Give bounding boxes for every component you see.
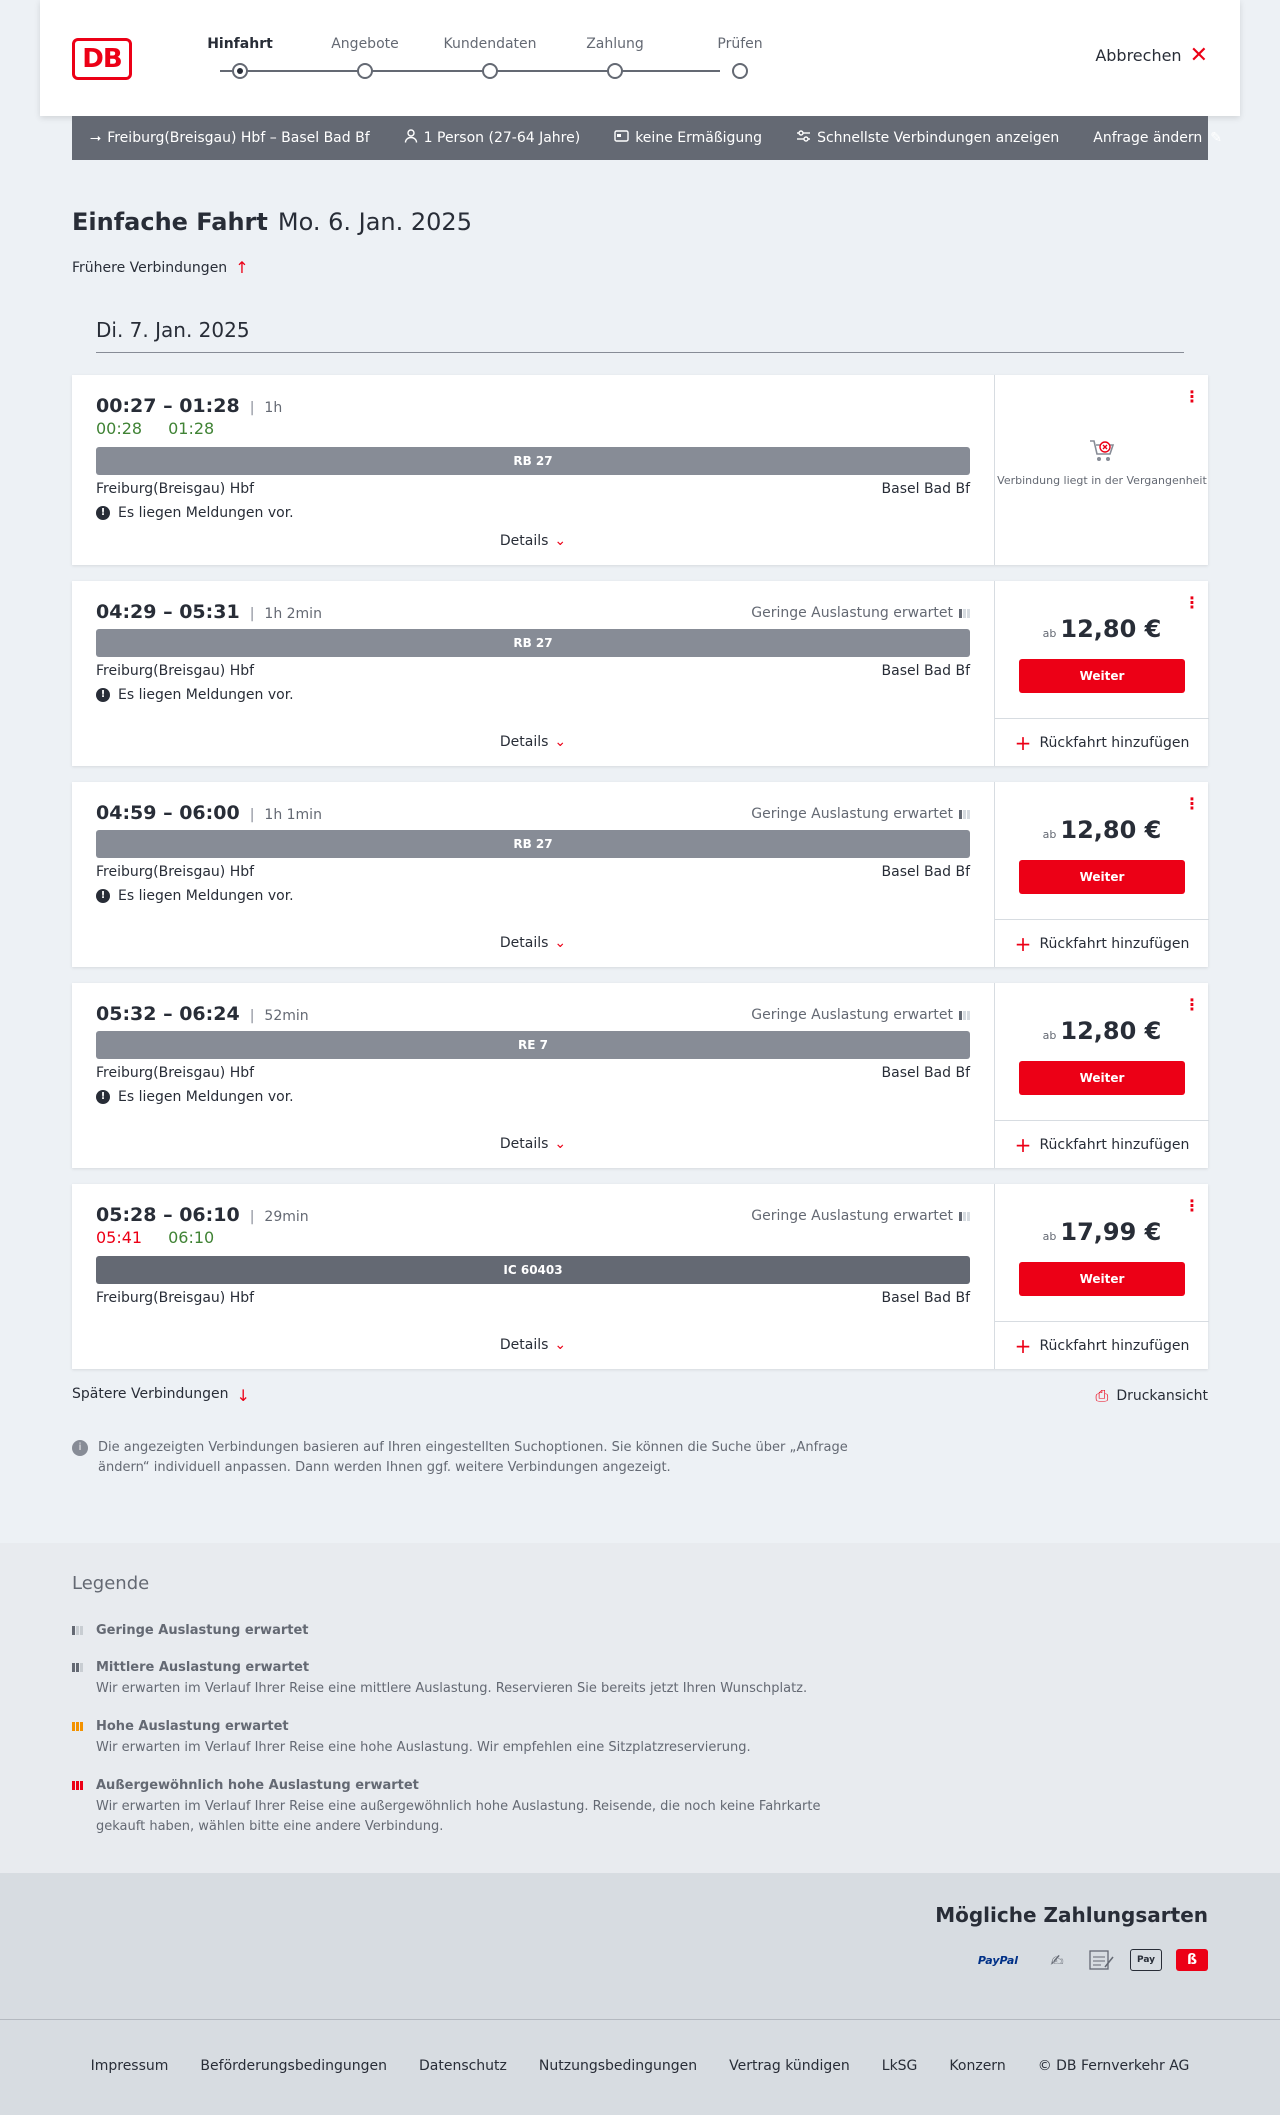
realtime-times: [96, 1228, 214, 1247]
footer-link-impressum[interactable]: Impressum: [90, 2058, 169, 2074]
stepper-line: [220, 70, 720, 72]
origin-station: Freiburg(Breisgau) Hbf: [96, 1290, 255, 1306]
summary-option: [796, 130, 1059, 146]
plus-icon: +: [1014, 931, 1032, 956]
duration: 1h 1min: [264, 807, 322, 823]
connection-card: [72, 983, 1208, 1168]
price-prefix: ab: [1042, 1230, 1057, 1243]
message-text: Es liegen Meldungen vor.: [118, 505, 294, 521]
train-bar[interactable]: RE 7: [96, 1031, 970, 1059]
legend-item-low: [72, 1623, 309, 1638]
footer-link-konzern[interactable]: Konzern: [949, 2058, 1006, 2074]
price-prefix: ab: [1042, 1029, 1057, 1042]
add-return-label: Rückfahrt hinzufügen: [1039, 1136, 1190, 1153]
connection-main: [72, 782, 994, 967]
stations: [96, 1290, 970, 1306]
payment-icons: [968, 1949, 1208, 1971]
chevron-down-icon: ⌄: [554, 1337, 567, 1353]
legend-item-title: Mittlere Auslastung erwartet: [96, 1660, 310, 1675]
footer-link-nutzungsbedingungen[interactable]: Nutzungsbedingungen: [538, 2058, 698, 2074]
connection-times: [96, 395, 282, 417]
plus-icon: +: [1014, 1132, 1032, 1157]
price-value: 12,80 €: [1060, 816, 1162, 844]
card-icon: [614, 130, 629, 146]
connection-times: [96, 601, 322, 623]
connection-main: [72, 983, 994, 1168]
alert-icon: !: [96, 506, 110, 520]
train-bar[interactable]: RB 27: [96, 447, 970, 475]
add-return-label: Rückfahrt hinzufügen: [1039, 1337, 1190, 1354]
footer-link-lksg[interactable]: LkSG: [881, 2058, 918, 2074]
train-bar[interactable]: RB 27: [96, 830, 970, 858]
paypal-icon: PayPal: [977, 1953, 1019, 1967]
planned-times: 05:32 – 06:24: [96, 1003, 240, 1025]
step-angebote: [315, 36, 415, 56]
later-connections-button[interactable]: [72, 1386, 250, 1405]
occupancy-text: Geringe Auslastung erwartet: [751, 1208, 953, 1224]
more-options-icon[interactable]: ⋮: [1184, 593, 1200, 612]
stations: [96, 864, 970, 880]
cancel-button[interactable]: [1095, 42, 1208, 68]
price: [995, 816, 1209, 844]
realtime-times: [96, 419, 214, 438]
info-icon: i: [72, 1440, 88, 1456]
connection-card: [72, 1184, 1208, 1369]
message-notice: [96, 888, 294, 904]
stations: [96, 481, 970, 497]
occupancy-info[interactable]: [751, 1007, 970, 1023]
earlier-connections-button[interactable]: [72, 258, 249, 277]
separator: |: [249, 400, 255, 416]
arrow-down-icon: ↓: [236, 1386, 250, 1405]
connection-offer: [994, 1184, 1208, 1369]
step-zahlung: [565, 36, 665, 56]
price-value: 17,99 €: [1060, 1218, 1162, 1246]
page-title: [72, 208, 472, 236]
summary-route: [90, 130, 370, 146]
step-dot: [732, 63, 748, 79]
connection-card: [72, 782, 1208, 967]
details-label: Details: [499, 533, 549, 549]
occupancy-very-high-icon: [72, 1781, 88, 1790]
price-value: 12,80 €: [1060, 615, 1162, 643]
person-icon: [404, 129, 418, 147]
footer-copyright: © DB Fernverkehr AG: [1037, 2058, 1190, 2074]
realtime-arrival: 01:28: [168, 419, 215, 438]
legend-item-title: Geringe Auslastung erwartet: [96, 1623, 309, 1638]
more-options-icon[interactable]: ⋮: [1184, 794, 1200, 813]
close-icon: ✕: [1189, 42, 1208, 68]
summary-discount: [614, 130, 762, 146]
occupancy-low-icon: [959, 1011, 970, 1020]
connection-offer: [994, 375, 1208, 565]
stations: [96, 1065, 970, 1081]
step-label: Hinfahrt: [207, 36, 273, 52]
details-toggle[interactable]: [72, 1136, 994, 1152]
details-label: Details: [499, 1337, 549, 1353]
separator: |: [249, 1008, 255, 1024]
footer-links: [0, 2058, 1280, 2074]
legend-item-desc: Wir erwarten im Verlauf Ihrer Reise eine mittlere Auslastung. Reservieren Sie bereits jetzt Ihren Wunschplatz.: [96, 1681, 808, 1696]
past-connection-notice: [995, 437, 1209, 489]
step-label: Kundendaten: [443, 36, 537, 52]
message-notice: [96, 1089, 294, 1105]
destination-station: Basel Bad Bf: [881, 1065, 970, 1081]
planned-times: 04:29 – 05:31: [96, 601, 240, 623]
add-return-button[interactable]: [995, 919, 1209, 967]
connection-offer: [994, 581, 1208, 766]
details-label: Details: [499, 734, 549, 750]
step-label: Prüfen: [717, 36, 763, 52]
planned-times: 05:28 – 06:10: [96, 1204, 240, 1226]
cart-unavailable-icon: [1088, 437, 1116, 465]
connection-times: [96, 802, 322, 824]
price: [995, 615, 1209, 643]
legend-item-title: Außergewöhnlich hohe Auslastung erwartet: [96, 1778, 419, 1793]
sepa-icon: [1086, 1949, 1116, 1971]
connection-offer: [994, 983, 1208, 1168]
legend-item-desc: Wir erwarten im Verlauf Ihrer Reise eine außergewöhnlich hohe Auslastung. Reisende, die noch keine Fahrkarte gekauft haben, wählen bitte eine andere Verbindung.: [96, 1799, 821, 1834]
occupancy-medium-icon: [72, 1663, 88, 1672]
add-return-label: Rückfahrt hinzufügen: [1039, 935, 1190, 952]
separator: |: [249, 606, 255, 622]
origin-station: Freiburg(Breisgau) Hbf: [96, 1065, 255, 1081]
earlier-label: Frühere Verbindungen: [72, 259, 228, 276]
add-return-button[interactable]: [995, 1120, 1209, 1168]
separator: |: [249, 807, 255, 823]
occupancy-info[interactable]: [751, 605, 970, 621]
connection-main: [72, 375, 994, 565]
occupancy-text: Geringe Auslastung erwartet: [751, 1007, 953, 1023]
search-summary-bar: [72, 116, 1223, 160]
plus-icon: +: [1014, 1333, 1032, 1358]
printer-icon: ⎙: [1095, 1386, 1109, 1405]
add-return-label: Rückfahrt hinzufügen: [1039, 734, 1190, 751]
more-options-icon[interactable]: ⋮: [1184, 995, 1200, 1014]
continue-button[interactable]: Weiter: [1019, 659, 1185, 693]
step-dot: [482, 63, 498, 79]
apple-pay-icon: Pay: [1130, 1949, 1162, 1971]
legend-section: [0, 1543, 1280, 1873]
details-toggle[interactable]: [72, 1337, 994, 1353]
step-label: Zahlung: [586, 36, 644, 52]
progress-stepper: [190, 36, 763, 86]
destination-station: Basel Bad Bf: [881, 1290, 970, 1306]
continue-button[interactable]: Weiter: [1019, 860, 1185, 894]
alert-icon: !: [96, 889, 110, 903]
db-logo-text: DB: [82, 44, 122, 74]
details-toggle[interactable]: [72, 734, 994, 750]
continue-button[interactable]: Weiter: [1019, 1061, 1185, 1095]
legend-item-medium: [72, 1660, 856, 1699]
chevron-down-icon: ⌄: [554, 533, 567, 549]
cancel-label: Abbrechen: [1095, 46, 1182, 65]
footer-link-vertrag-kuendigen[interactable]: Vertrag kündigen: [729, 2058, 850, 2074]
more-options-icon[interactable]: ⋮: [1184, 1196, 1200, 1215]
details-toggle[interactable]: [72, 935, 994, 951]
step-hinfahrt: [190, 36, 290, 56]
details-label: Details: [499, 935, 549, 951]
occupancy-low-icon: [959, 609, 970, 618]
step-label: Angebote: [331, 36, 399, 52]
origin-station: Freiburg(Breisgau) Hbf: [96, 864, 255, 880]
db-logo[interactable]: [72, 38, 132, 80]
duration: 29min: [264, 1209, 309, 1225]
step-pruefen: [690, 36, 790, 56]
trip-type: Einfache Fahrt: [72, 208, 268, 236]
duration: 1h: [264, 400, 283, 416]
credit-card-icon: ✍: [1050, 1950, 1064, 1970]
duration: 52min: [264, 1008, 309, 1024]
header: [40, 0, 1240, 116]
connection-offer: [994, 782, 1208, 967]
add-return-button[interactable]: [995, 1321, 1209, 1369]
add-return-button[interactable]: [995, 718, 1209, 766]
occupancy-low-icon: [72, 1626, 88, 1635]
trip-date: Mo. 6. Jan. 2025: [277, 208, 472, 236]
message-text: Es liegen Meldungen vor.: [118, 1089, 294, 1105]
message-text: Es liegen Meldungen vor.: [118, 888, 294, 904]
summary-passengers: [404, 129, 581, 147]
separator: |: [249, 1209, 255, 1225]
message-notice: [96, 687, 294, 703]
planned-times: 00:27 – 01:28: [96, 395, 240, 417]
realtime-departure: 00:28: [96, 419, 143, 438]
chevron-down-icon: ⌄: [554, 935, 567, 951]
footer-link-datenschutz[interactable]: Datenschutz: [418, 2058, 507, 2074]
destination-station: Basel Bad Bf: [881, 663, 970, 679]
plus-icon: +: [1014, 730, 1032, 755]
print-label: Druckansicht: [1116, 1388, 1208, 1404]
alert-icon: !: [96, 1090, 110, 1104]
route-text: Freiburg(Breisgau) Hbf – Basel Bad Bf: [107, 130, 370, 146]
connection-card: [72, 581, 1208, 766]
chevron-down-icon: ⌄: [554, 734, 567, 750]
legend-item-very-high: [72, 1778, 856, 1837]
sliders-icon: [796, 130, 811, 146]
step-kundendaten: [440, 36, 540, 56]
legend-title: Legende: [72, 1573, 150, 1594]
chevron-down-icon: ⌄: [554, 1136, 567, 1152]
train-bar[interactable]: RB 27: [96, 629, 970, 657]
occupancy-low-icon: [959, 810, 970, 819]
step-dot: [607, 63, 623, 79]
pencil-icon: ✎: [1210, 130, 1223, 146]
footer: [0, 2019, 1280, 2115]
payment-title: Mögliche Zahlungsarten: [935, 1903, 1208, 1927]
arrow-up-icon: ↑: [235, 258, 249, 277]
price-value: 12,80 €: [1060, 1017, 1162, 1045]
occupancy-high-icon: [72, 1722, 88, 1731]
train-bar[interactable]: IC 60403: [96, 1256, 970, 1284]
footer-link-befoerderungsbedingungen[interactable]: Beförderungsbedingungen: [200, 2058, 387, 2074]
connection-times: [96, 1204, 309, 1226]
day-heading: Di. 7. Jan. 2025: [96, 318, 1184, 353]
realtime-departure: 05:41: [96, 1228, 143, 1247]
connection-times: [96, 1003, 309, 1025]
occupancy-text: Geringe Auslastung erwartet: [751, 806, 953, 822]
more-options-icon[interactable]: ⋮: [1184, 387, 1200, 406]
occupancy-info[interactable]: [751, 806, 970, 822]
legend-item-desc: Wir erwarten im Verlauf Ihrer Reise eine hohe Auslastung. Wir empfehlen eine Sitzplatzreservierung.: [96, 1740, 751, 1755]
option-text: Schnellste Verbindungen anzeigen: [817, 130, 1060, 146]
connection-main: [72, 1184, 994, 1369]
occupancy-info[interactable]: [751, 1208, 970, 1224]
legend-item-high: [72, 1719, 856, 1758]
payment-methods-section: [0, 1873, 1280, 2019]
connection-card: [72, 375, 1208, 565]
price: [995, 1218, 1209, 1246]
message-text: Es liegen Meldungen vor.: [118, 687, 294, 703]
occupancy-text: Geringe Auslastung erwartet: [751, 605, 953, 621]
change-request-button[interactable]: [1093, 130, 1222, 146]
duration: 1h 2min: [264, 606, 322, 622]
origin-station: Freiburg(Breisgau) Hbf: [96, 663, 255, 679]
price: [995, 1017, 1209, 1045]
stations: [96, 663, 970, 679]
db-payment-icon: ß: [1176, 1949, 1208, 1971]
print-view-button[interactable]: [1096, 1386, 1208, 1406]
info-text: Die angezeigten Verbindungen basieren auf Ihren eingestellten Suchoptionen. Sie können die Suche über „Anfrage ändern“ individuell anpassen. Dann werden Ihnen ggf. weitere Verbindungen angezeigt.: [98, 1440, 848, 1475]
details-label: Details: [499, 1136, 549, 1152]
price-prefix: ab: [1042, 828, 1057, 841]
search-info-note: [72, 1438, 852, 1478]
destination-station: Basel Bad Bf: [881, 481, 970, 497]
realtime-arrival: 06:10: [168, 1228, 215, 1247]
alert-icon: !: [96, 688, 110, 702]
change-label: Anfrage ändern: [1093, 130, 1203, 146]
origin-station: Freiburg(Breisgau) Hbf: [96, 481, 255, 497]
continue-button[interactable]: Weiter: [1019, 1262, 1185, 1296]
step-dot: [357, 63, 373, 79]
occupancy-low-icon: [959, 1212, 970, 1221]
legend-item-title: Hohe Auslastung erwartet: [96, 1719, 289, 1734]
passengers-text: 1 Person (27-64 Jahre): [423, 130, 581, 146]
details-toggle[interactable]: [72, 533, 994, 549]
step-dot: [232, 63, 248, 79]
arrow-right-icon: ⭢: [90, 130, 102, 146]
planned-times: 04:59 – 06:00: [96, 802, 240, 824]
discount-text: keine Ermäßigung: [635, 130, 763, 146]
later-label: Spätere Verbindungen: [72, 1386, 229, 1402]
connection-main: [72, 581, 994, 766]
destination-station: Basel Bad Bf: [881, 864, 970, 880]
past-text: Verbindung liegt in der Vergangenheit: [997, 474, 1207, 487]
message-notice: [96, 505, 294, 521]
price-prefix: ab: [1042, 627, 1057, 640]
